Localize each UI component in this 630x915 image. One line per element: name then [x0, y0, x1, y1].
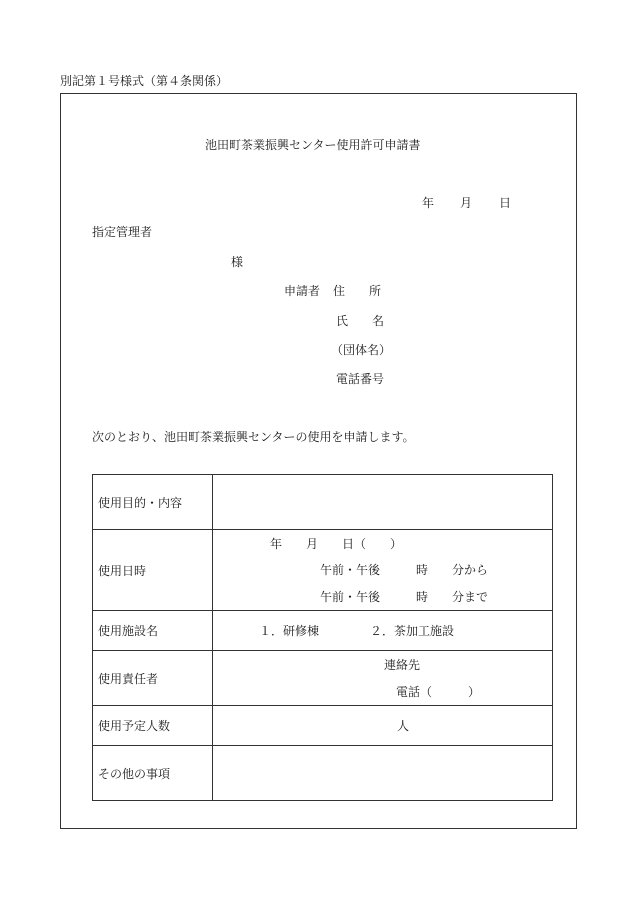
date-day: 日 [499, 196, 512, 210]
other-label: その他の事項 [93, 746, 213, 801]
datetime-field[interactable] [213, 530, 553, 611]
headcount-label: 使用予定人数 [93, 706, 213, 746]
purpose-label: 使用目的・内容 [93, 475, 213, 530]
datetime-label: 使用日時 [93, 530, 213, 611]
manager-label: 使用責任者 [93, 651, 213, 706]
row-purpose [93, 475, 553, 530]
date-year: 年 [422, 196, 435, 210]
honorific: 様 [231, 255, 244, 269]
other-field[interactable] [213, 746, 553, 801]
row-facility [93, 611, 553, 651]
row-headcount [93, 706, 553, 746]
manager-contact: 連絡先 [384, 658, 421, 672]
datetime-to-line: 午前・午後 時 分まで [320, 590, 489, 604]
applicant-group: （団体名） [331, 343, 392, 357]
facility-label: 使用施設名 [93, 611, 213, 651]
facility-field[interactable] [213, 611, 553, 651]
manager-field[interactable] [213, 651, 553, 706]
row-datetime [93, 530, 553, 611]
headcount-field[interactable] [213, 706, 553, 746]
applicant-name: 氏 名 [336, 314, 385, 328]
addressee: 指定管理者 [92, 225, 153, 239]
application-table [92, 474, 553, 801]
facility-option-2[interactable]: ２．茶加工施設 [370, 624, 455, 638]
datetime-date-line: 年 月 日（ ） [270, 537, 403, 551]
purpose-field[interactable] [213, 475, 553, 530]
facility-option-1[interactable]: １．研修棟 [259, 624, 320, 638]
applicant-phone: 電話番号 [336, 372, 385, 386]
row-other [93, 746, 553, 801]
date-month: 月 [460, 196, 473, 210]
document-title: 池田町茶業振興センター使用許可申請書 [205, 138, 421, 152]
row-manager [93, 651, 553, 706]
manager-phone: 電話（ ） [396, 685, 481, 699]
applicant-address: 住 所 [333, 284, 382, 298]
body-text: 次のとおり、池田町茶業振興センターの使用を申請します。 [92, 430, 415, 444]
form-number: 別記第１号様式（第４条関係） [60, 74, 229, 88]
headcount-unit: 人 [397, 719, 410, 733]
applicant-label: 申請者 [284, 284, 321, 298]
datetime-from-line: 午前・午後 時 分から [320, 563, 489, 577]
